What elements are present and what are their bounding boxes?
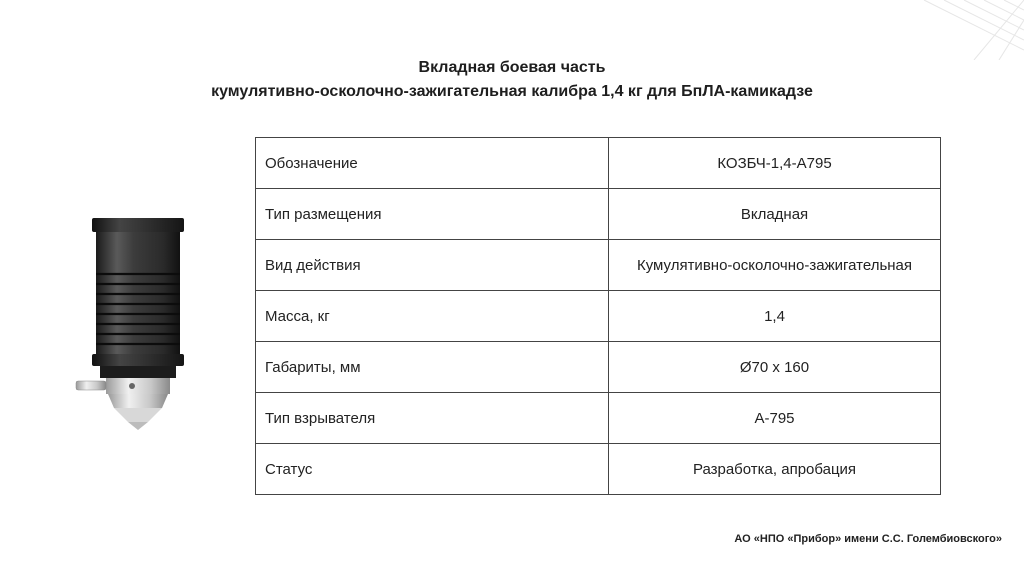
spec-value: Кумулятивно-осколочно-зажигательная [609,240,941,291]
spec-label: Обозначение [256,138,609,189]
warhead-image [72,212,202,442]
spec-value: Вкладная [609,189,941,240]
spec-value: 1,4 [609,291,941,342]
title-line-1: Вкладная боевая часть [418,59,606,76]
spec-value: Ø70 х 160 [609,342,941,393]
spec-value: А-795 [609,393,941,444]
table-row [256,291,941,342]
specifications-table [255,137,941,495]
spec-label: Тип взрывателя [256,393,609,444]
spec-value: КОЗБЧ-1,4-А795 [609,138,941,189]
table-row [256,189,941,240]
table-row [256,138,941,189]
spec-label: Тип размещения [256,189,609,240]
spec-label: Габариты, мм [256,342,609,393]
table-row [256,393,941,444]
page-title [0,56,1024,104]
spec-value: Разработка, апробация [609,444,941,495]
spec-label: Вид действия [256,240,609,291]
spec-label: Масса, кг [256,291,609,342]
title-line-2: кумулятивно-осколочно-зажигательная калибра 1,4 кг для БпЛА-камикадзе [211,83,813,100]
spec-label: Статус [256,444,609,495]
table-row [256,342,941,393]
table-row [256,240,941,291]
table-row [256,444,941,495]
corner-decoration [914,0,1024,60]
organization-footer: АО «НПО «Прибор» имени С.С. Голембиовского» [734,533,1002,545]
